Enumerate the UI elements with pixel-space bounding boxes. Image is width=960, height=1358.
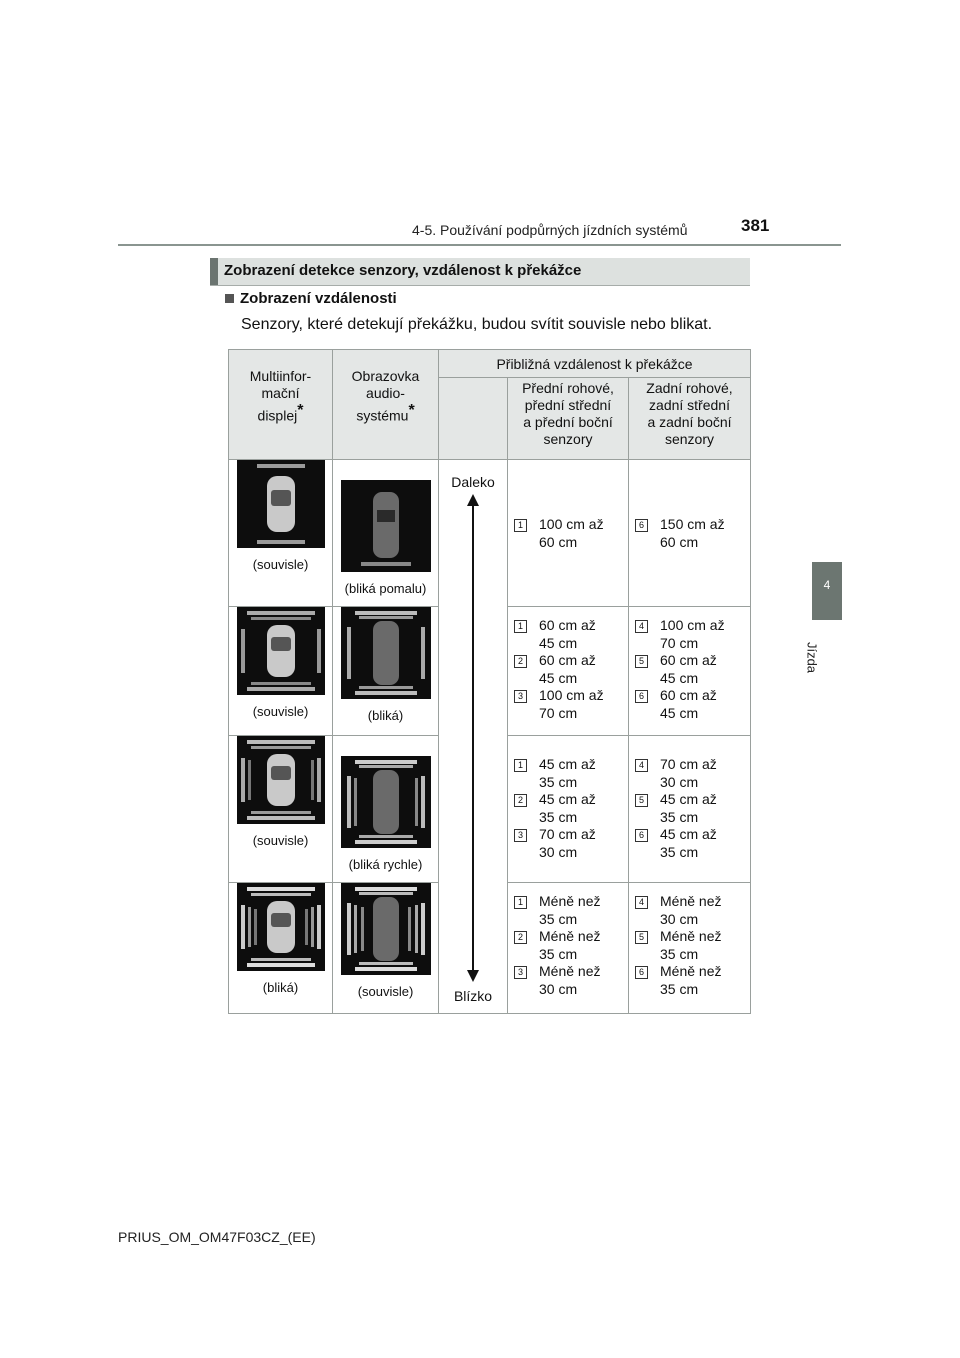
distance-item: 2 45 cm až 35 cm	[514, 791, 628, 826]
sensor-number-icon: 3	[514, 690, 527, 703]
sensor-number-icon: 1	[514, 896, 527, 909]
audio-caption: (bliká pomalu)	[344, 581, 427, 596]
distance-item: 6 Méně než 35 cm	[635, 963, 750, 998]
header-front-sensors: Přední rohové, přední střední a přední boční senzory	[508, 378, 629, 460]
distance-item: 6 45 cm až 35 cm	[635, 826, 750, 861]
header-divider	[118, 244, 841, 246]
car-sensor-multi-icon	[237, 736, 325, 824]
distance-item: 1 Méně než 35 cm	[514, 893, 628, 928]
car-sensor-audio-icon	[341, 756, 431, 848]
sensor-number-icon: 4	[635, 896, 648, 909]
subheading	[225, 290, 397, 307]
distance-item: 5 45 cm až 35 cm	[635, 791, 750, 826]
distance-item: 1 45 cm až 35 cm	[514, 756, 628, 791]
chapter-tab[interactable]: 4	[812, 562, 842, 620]
distance-item: 4 100 cm až 70 cm	[635, 617, 750, 652]
sensor-number-icon: 2	[514, 655, 527, 668]
distance-item: 5 Méně než 35 cm	[635, 928, 750, 963]
sensor-number-icon: 5	[635, 794, 648, 807]
car-sensor-multi-icon	[237, 883, 325, 971]
sensor-number-icon: 6	[635, 690, 648, 703]
rear-distance-cell	[629, 460, 751, 607]
far-label: Daleko	[451, 474, 495, 490]
near-label: Blízko	[453, 988, 493, 1004]
chapter-label: Jízda	[804, 641, 820, 674]
distance-item: 3 70 cm až 30 cm	[514, 826, 628, 861]
front-distance-cell	[508, 883, 629, 1014]
front-distance-cell	[508, 607, 629, 736]
header-rear-sensors: Zadní rohové, zadní střední a zadní boční senzory	[629, 378, 751, 460]
multi-caption: (souvisle)	[252, 557, 309, 572]
header-section-path: 4-5. Používání podpůrných jízdních systémů	[412, 222, 688, 238]
multi-caption: (souvisle)	[252, 833, 309, 848]
multi-display-cell	[229, 736, 333, 883]
distance-item: 2 60 cm až 45 cm	[514, 652, 628, 687]
section-title-bar	[210, 258, 750, 286]
multi-display-cell	[229, 607, 333, 736]
sensor-number-icon: 1	[514, 519, 527, 532]
audio-screen-cell	[333, 883, 439, 1014]
distance-item: 3 100 cm až 70 cm	[514, 687, 628, 722]
car-sensor-multi-icon	[237, 460, 325, 548]
distance-arrow-line	[472, 500, 474, 970]
rear-distance-cell	[629, 607, 751, 736]
sensor-number-icon: 1	[514, 759, 527, 772]
distance-table	[228, 349, 751, 1014]
distance-item: 3 Méně než 30 cm	[514, 963, 628, 998]
audio-caption: (bliká)	[367, 708, 404, 723]
sensor-number-icon: 4	[635, 620, 648, 633]
distance-item: 1 60 cm až 45 cm	[514, 617, 628, 652]
rear-distance-cell	[629, 736, 751, 883]
sensor-number-icon: 5	[635, 931, 648, 944]
front-distance-cell	[508, 736, 629, 883]
distance-item: 2 Méně než 35 cm	[514, 928, 628, 963]
header-distance: Přibližná vzdálenost k překážce	[439, 350, 751, 378]
header-audio-screen: Obrazovka audio- systému*	[333, 350, 439, 460]
car-sensor-audio-icon	[341, 607, 431, 699]
multi-display-cell	[229, 460, 333, 607]
header-arrow-blank	[439, 378, 508, 460]
rear-distance-cell	[629, 883, 751, 1014]
audio-caption: (bliká rychle)	[348, 857, 423, 872]
audio-screen-cell	[333, 460, 439, 607]
distance-item: 6 150 cm až 60 cm	[635, 516, 750, 551]
multi-display-cell	[229, 883, 333, 1014]
arrow-down-icon	[467, 970, 479, 982]
page-number: 381	[741, 216, 770, 235]
audio-screen-cell	[333, 607, 439, 736]
distance-item: 5 60 cm až 45 cm	[635, 652, 750, 687]
multi-caption: (bliká)	[262, 980, 299, 995]
section-accent	[210, 258, 218, 285]
distance-item: 4 Méně než 30 cm	[635, 893, 750, 928]
distance-item: 1 100 cm až 60 cm	[514, 516, 628, 551]
sensor-number-icon: 6	[635, 829, 648, 842]
subheading-text: Zobrazení vzdálenosti	[240, 290, 397, 307]
sensor-number-icon: 3	[514, 966, 527, 979]
audio-caption: (souvisle)	[357, 984, 414, 999]
car-sensor-multi-icon	[237, 607, 325, 695]
distance-item: 6 60 cm až 45 cm	[635, 687, 750, 722]
description: Senzory, které detekují překážku, budou svítit souvisle nebo blikat.	[241, 316, 713, 333]
footer-document-code: PRIUS_OM_OM47F03CZ_(EE)	[118, 1229, 316, 1245]
square-bullet-icon	[225, 294, 234, 303]
car-sensor-audio-icon	[341, 883, 431, 975]
audio-screen-cell	[333, 736, 439, 883]
multi-caption: (souvisle)	[252, 704, 309, 719]
sensor-number-icon: 3	[514, 829, 527, 842]
header-multi-display: Multiinfor- mační displej*	[229, 350, 333, 460]
car-sensor-audio-icon	[341, 480, 431, 572]
sensor-number-icon: 6	[635, 966, 648, 979]
sensor-number-icon: 5	[635, 655, 648, 668]
distance-item: 4 70 cm až 30 cm	[635, 756, 750, 791]
sensor-number-icon: 6	[635, 519, 648, 532]
sensor-number-icon: 1	[514, 620, 527, 633]
sensor-number-icon: 4	[635, 759, 648, 772]
distance-arrow-cell	[439, 460, 508, 1014]
sensor-number-icon: 2	[514, 931, 527, 944]
front-distance-cell	[508, 460, 629, 607]
section-title: Zobrazení detekce senzory, vzdálenost k překážce	[224, 262, 582, 279]
sensor-number-icon: 2	[514, 794, 527, 807]
